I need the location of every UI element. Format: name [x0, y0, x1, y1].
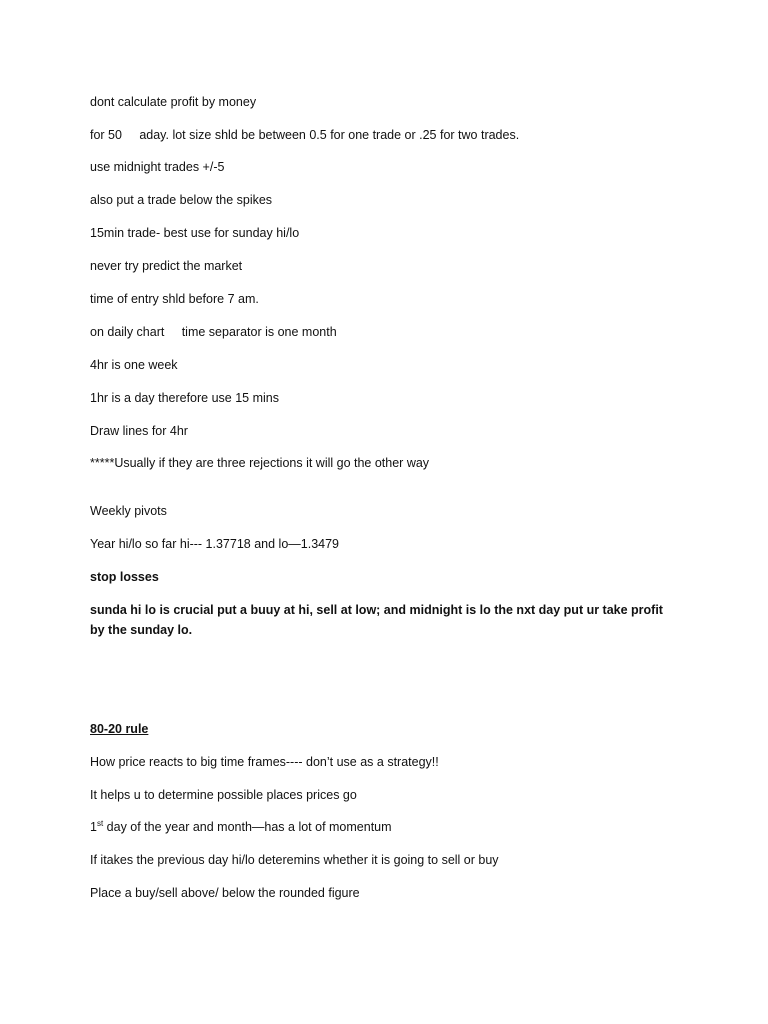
note-line: dont calculate profit by money: [90, 95, 257, 109]
note-line: How price reacts to big time frames---- don’t use as a strategy!!: [90, 755, 439, 769]
ordinal-number: 1: [90, 820, 97, 834]
note-line: Draw lines for 4hr: [90, 424, 188, 438]
note-line: time of entry shld before 7 am.: [90, 292, 259, 306]
note-line: Place a buy/sell above/ below the rounded figure: [90, 886, 360, 900]
note-line: use midnight trades +/-5: [90, 160, 225, 174]
note-heading-stop-losses: stop losses: [90, 570, 159, 584]
note-line: for 50 aday. lot size shld be between 0.5 for one trade or .25 for two trades.: [90, 128, 520, 142]
note-line: *****Usually if they are three rejections it will go the other way: [90, 456, 430, 470]
note-line-text: day of the year and month—has a lot of momentum: [103, 820, 392, 834]
note-paragraph: sunda hi lo is crucial put a buuy at hi, sell at low; and midnight is lo the nxt day put ur take profit by the sunday lo.: [90, 603, 663, 637]
note-line: Year hi/lo so far hi--- 1.37718 and lo—1.3479: [90, 537, 340, 551]
section-heading: 80-20 rule: [90, 722, 149, 736]
note-line: 4hr is one week: [90, 358, 178, 372]
note-line: 1hr is a day therefore use 15 mins: [90, 391, 279, 405]
note-line: 15min trade- best use for sunday hi/lo: [90, 226, 300, 240]
note-line: [90, 817, 690, 837]
note-line: never try predict the market: [90, 259, 243, 273]
note-line: Weekly pivots: [90, 504, 167, 518]
note-line: on daily chart time separator is one month: [90, 325, 337, 339]
note-line: If itakes the previous day hi/lo deteremins whether it is going to sell or buy: [90, 853, 499, 867]
note-line: It helps u to determine possible places prices go: [90, 788, 357, 802]
note-line: also put a trade below the spikes: [90, 193, 273, 207]
ordinal-suffix: st: [96, 818, 104, 828]
